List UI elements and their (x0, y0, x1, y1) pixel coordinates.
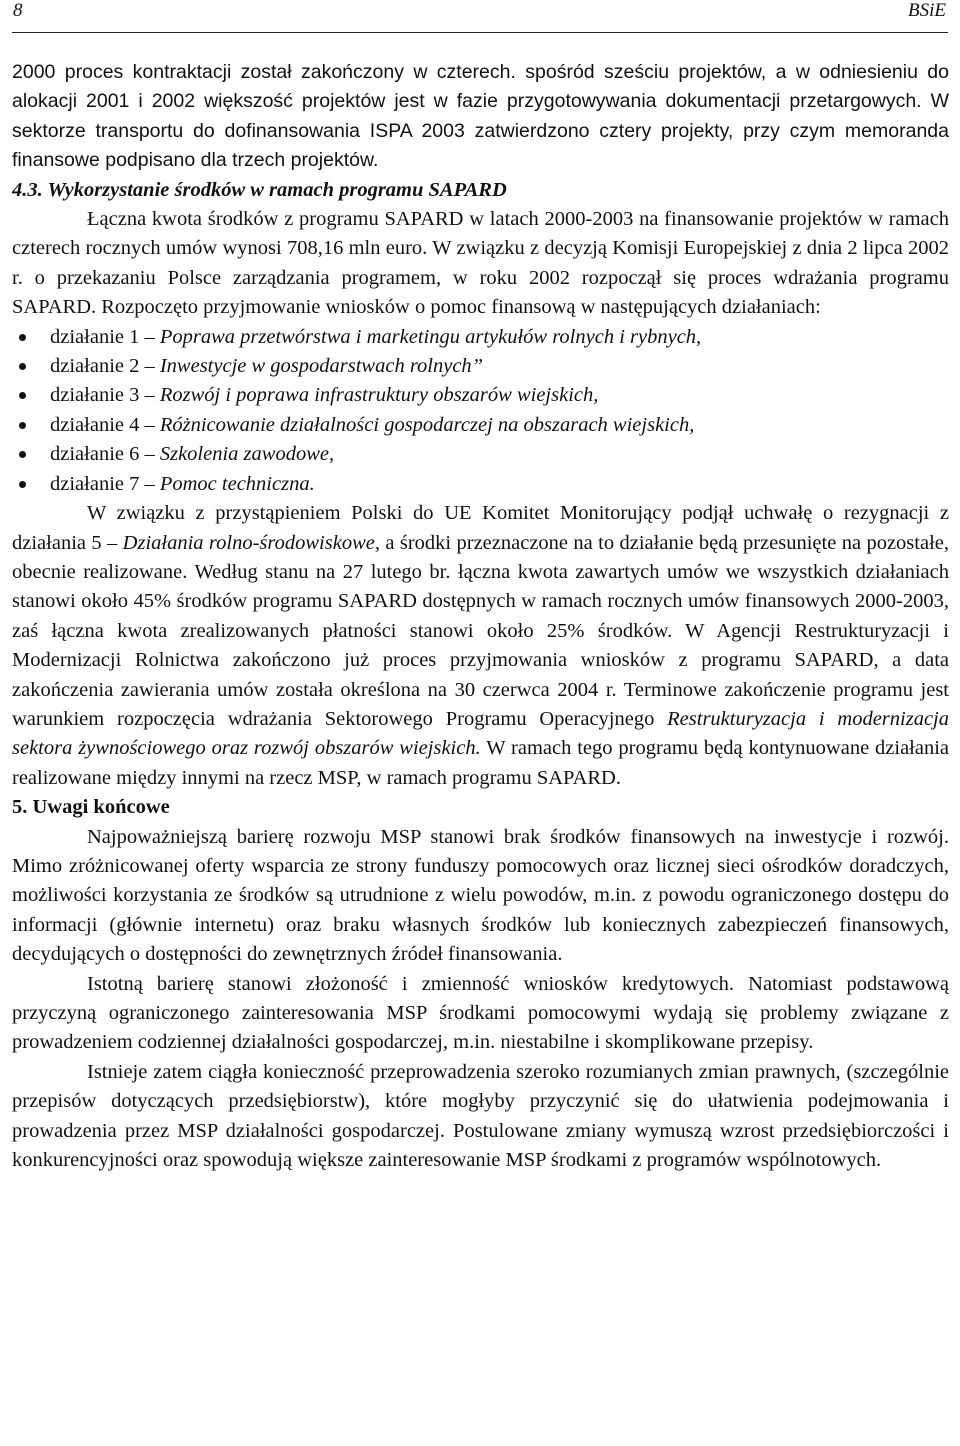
conclusion-paragraph-1: Najpoważniejszą barierę rozwoju MSP stanowi brak środków finansowych na inwestycje i rozwój. Mimo zróżnicowanej oferty wsparcia ze strony funduszy pomocowych oraz licznej sieci ośrodków doradczych, możliwości korzystania ze środków są utrudnione z wielu powodów, m.in. z powodu ograniczonego dostępu do informacji (głównie internetu) oraz braku własnych środków lub koniecznych zabezpieczeń finansowych, decydujących o dostępności do zewnętrznych źródeł finansowania. (12, 825, 949, 966)
sapard-paragraph-2: W związku z przystąpieniem Polski do UE Komitet Monitorujący podjął uchwałę o rezygnacji z działania 5 – Działania rolno-środowiskowe, a środki przeznaczone na to działanie będą przesunięte na pozostałe, obecnie realizowane. Według stanu na 27 lutego br. łączna kwota zawartych umów we wszystkich działaniach stanowi około 45% środków programu SAPARD dostępnych w ramach rocznych umów finansowych 2000-2003, zaś łączna kwota zrealizowanych płatności stanowi około 25% środków. W Agencji Restrukturyzacji i Modernizacji Rolnictwa zakończono już proces przyjmowania wniosków z programu SAPARD, a data zakończenia zawierania umów została określona na 30 czerwca 2004 r. Terminowe zakończenie programu jest warunkiem rozpoczęcia wdrażania Sektorowego Programu Operacyjnego Restrukturyzacja i modernizacja sektora żywnościowego oraz rozwój obszarów wiejskich. W ramach tego programu będą kontynuowane działania realizowane między innymi na rzecz MSP, w ramach programu SAPARD. (12, 502, 950, 789)
actions-list (12, 323, 949, 499)
list-item: działanie 1 – Poprawa przetwórstwa i marketingu artykułów rolnych i rybnych, (12, 323, 949, 352)
intro-paragraph: 2000 proces kontraktacji został zakończony w czterech. spośród sześciu projektów, a w odniesieniu do alokacji 2001 i 2002 większość projektów jest w fazie przygotowywania dokumentacji przetargowych. W sektorze transportu do dofinansowania ISPA 2003 zatwierdzono cztery projekty, przy czym memoranda finansowe podpisano dla trzech projektów. (12, 61, 949, 172)
sapard-paragraph-1: Łączna kwota środków z programu SAPARD w latach 2000-2003 na finansowanie projektów w ramach czterech rocznych umów wynosi 708,16 mln euro. W związku z decyzją Komisji Europejskiej z dnia 2 lipca 2002 r. o przekazaniu Polsce zarządzania programem, w roku 2002 rozpoczął się proces wdrażania programu SAPARD. Rozpoczęto przyjmowanie wniosków o pomoc finansową w następujących działaniach: (12, 208, 949, 319)
page-number: 8 (13, 0, 23, 21)
page-header (12, 0, 948, 33)
conclusion-paragraph-3: Istnieje zatem ciągła konieczność przeprowadzenia szeroko rozumianych zmian prawnych, (szczególnie przepisów dotyczących przedsiębiorstw), które mogłyby przyczynić się do ułatwienia podejmowania i prowadzenia przez MSP działalności gospodarczej. Postulowane zmiany wymuszą wzrost przedsiębiorczości i konkurencyjności oraz spowodują większe zainteresowanie MSP środkami z programów wspólnotowych. (12, 1060, 949, 1172)
conclusion-paragraph-2: Istotną barierę stanowi złożoność i zmienność wniosków kredytowych. Natomiast podstawową przyczyną ograniczonego zainteresowania MSP środkami pomocowymi wydają się problemy związane z prowadzeniem codziennej działalności gospodarczej, m.in. niestabilne i skomplikowane przepisy. (12, 972, 949, 1054)
section-heading-5: 5. Uwagi końcowe (12, 796, 170, 819)
list-item: działanie 3 – Rozwój i poprawa infrastruktury obszarów wiejskich, (12, 381, 949, 410)
list-item: działanie 6 – Szkolenia zawodowe, (12, 440, 949, 469)
page-content (12, 58, 949, 1175)
list-item: działanie 7 – Pomoc techniczna. (12, 470, 949, 499)
section-heading-4-3: 4.3. Wykorzystanie środków w ramach programu SAPARD (12, 178, 507, 201)
list-item: działanie 2 – Inwestycje w gospodarstwach rolnych” (12, 352, 949, 381)
journal-name: BSiE (908, 0, 946, 21)
list-item: działanie 4 – Różnicowanie działalności gospodarczej na obszarach wiejskich, (12, 411, 949, 440)
